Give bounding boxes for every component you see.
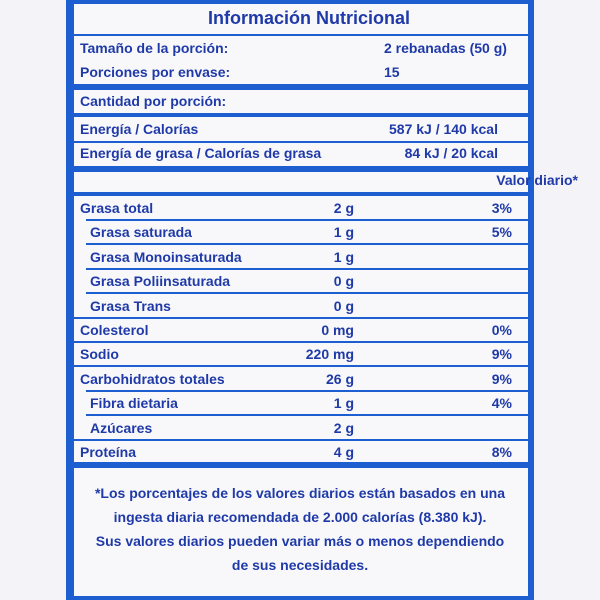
nutrient-row	[78, 294, 524, 318]
nutrient-amount: 26 g	[325, 371, 354, 387]
nutrient-label: Azúcares	[90, 420, 153, 436]
nutrient-amount: 0 g	[333, 298, 354, 314]
serving-size-value: 2 rebanadas (50 g)	[384, 40, 507, 56]
nutrient-pct: 8%	[491, 444, 512, 460]
nutrient-pct: 9%	[491, 346, 512, 362]
fat-energy-row	[78, 141, 524, 165]
nutrient-pct: 5%	[491, 224, 512, 240]
nutrient-row	[78, 391, 524, 415]
nutrient-amount: 0 g	[333, 273, 354, 289]
divider	[74, 166, 528, 172]
nutrient-label: Proteína	[80, 444, 137, 460]
servings-per-container-value: 15	[384, 64, 400, 80]
energy-row	[78, 117, 524, 141]
nutrient-amount: 220 mg	[305, 346, 354, 362]
servings-per-container-label: Porciones por envase:	[80, 64, 231, 80]
nutrient-amount: 2 g	[333, 200, 354, 216]
nutrient-pct: 0%	[491, 322, 512, 338]
nutrient-amount: 1 g	[333, 249, 354, 265]
servings-per-container-row	[78, 60, 524, 84]
footnote-line: Sus valores diarios pueden variar más o menos dependiendo	[95, 533, 505, 549]
nutrient-label: Sodio	[80, 346, 119, 362]
energy-value: 587 kJ / 140 kcal	[389, 121, 498, 137]
nutrient-row	[78, 245, 524, 269]
serving-size-label: Tamaño de la porción:	[80, 40, 229, 56]
nutrient-label: Grasa Poliinsaturada	[90, 273, 231, 289]
nutrient-label: Fibra dietaria	[90, 395, 178, 411]
nutrient-label: Carbohidratos totales	[80, 371, 225, 387]
amount-per-serving-label: Cantidad por porción:	[80, 93, 227, 109]
nutrient-label: Grasa Monoinsaturada	[90, 249, 242, 265]
nutrient-row	[78, 220, 524, 244]
nutrient-amount: 1 g	[333, 395, 354, 411]
nutrient-amount: 4 g	[333, 444, 354, 460]
footnote-line: *Los porcentajes de los valores diarios están basados en una	[94, 485, 506, 501]
nutrient-amount: 2 g	[333, 420, 354, 436]
nutrient-row	[78, 440, 524, 464]
nutrient-label: Grasa Trans	[90, 298, 171, 314]
nutrient-pct: 4%	[491, 395, 512, 411]
fat-energy-label: Energía de grasa / Calorías de grasa	[80, 145, 322, 161]
nutrient-label: Grasa saturada	[90, 224, 192, 240]
footnote-line: de sus necesidades.	[231, 557, 369, 573]
nutrient-label: Grasa total	[80, 200, 154, 216]
nutrient-row	[78, 416, 524, 440]
footnote	[74, 468, 528, 596]
nutrient-amount: 0 mg	[321, 322, 354, 338]
amount-per-serving-row	[78, 89, 524, 113]
energy-label: Energía / Calorías	[80, 121, 199, 137]
nutrient-row	[78, 269, 524, 293]
nutrient-amount: 1 g	[333, 224, 354, 240]
nutrient-pct: 9%	[491, 371, 512, 387]
page-title: Información Nutricional	[208, 8, 411, 28]
daily-value-header: Valor diario*	[496, 172, 578, 188]
footnote-line: ingesta diaria recomendada de 2.000 calorías (8.380 kJ).	[113, 509, 487, 525]
fat-energy-value: 84 kJ / 20 kcal	[404, 145, 498, 161]
nutrient-row	[78, 367, 524, 391]
nutrient-pct: 3%	[491, 200, 512, 216]
nutrient-row	[78, 342, 524, 366]
nutrient-row	[78, 318, 524, 342]
nutrient-row	[78, 196, 524, 220]
nutrient-label: Colesterol	[80, 322, 149, 338]
serving-size-row	[78, 36, 524, 60]
